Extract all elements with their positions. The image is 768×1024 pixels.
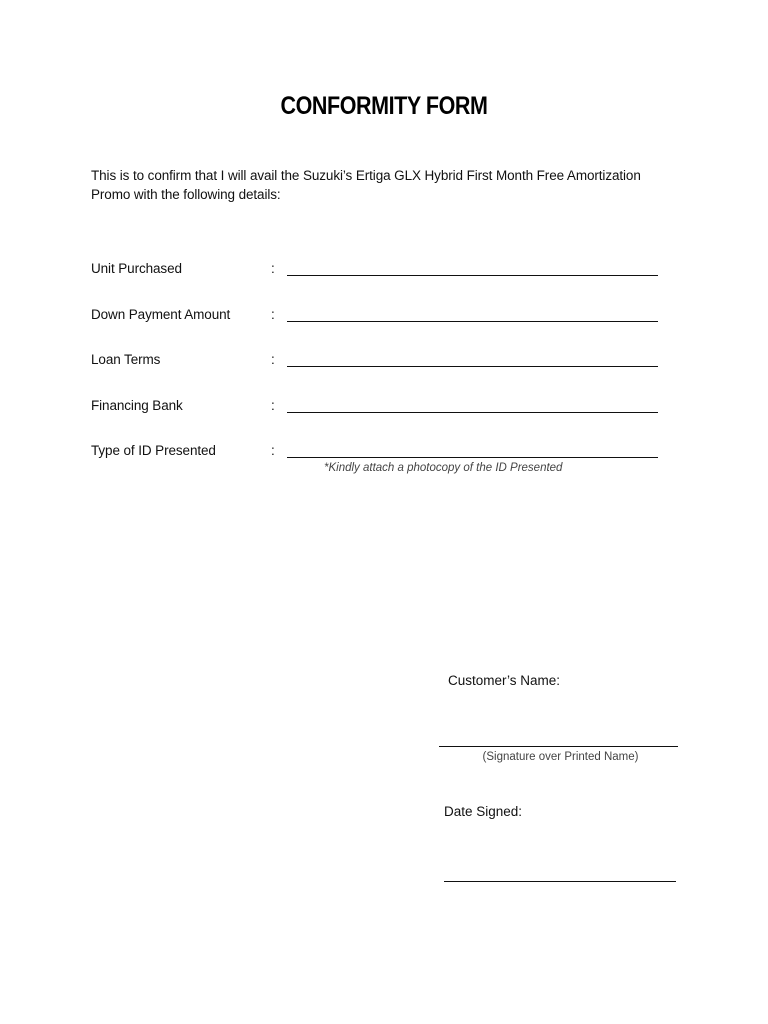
field-row-id-type <box>91 443 671 463</box>
signature-line[interactable] <box>439 746 678 747</box>
down-payment-blank-line[interactable] <box>287 321 658 322</box>
signature-caption: (Signature over Printed Name) <box>482 751 639 763</box>
intro-paragraph: This is to confirm that I will avail the Suzuki’s Ertiga GLX Hybrid First Month Free Amortization Promo with the following details: <box>91 168 641 202</box>
date-signed-line[interactable] <box>444 881 676 882</box>
unit-purchased-blank-line[interactable] <box>287 275 658 276</box>
customer-name-label: Customer’s Name: <box>448 673 561 688</box>
date-signed-label: Date Signed: <box>444 804 523 819</box>
form-title: CONFORMITY FORM <box>280 92 488 120</box>
field-separator: : <box>271 352 275 367</box>
field-row-loan-terms <box>91 352 671 372</box>
field-row-down-payment <box>91 307 671 327</box>
field-separator: : <box>271 261 275 276</box>
id-photocopy-note: *Kindly attach a photocopy of the ID Presented <box>324 462 563 474</box>
field-separator: : <box>271 443 275 458</box>
field-separator: : <box>271 307 275 322</box>
field-label: Type of ID Presented <box>91 443 216 458</box>
loan-terms-blank-line[interactable] <box>287 366 658 367</box>
financing-bank-blank-line[interactable] <box>287 412 658 413</box>
id-type-blank-line[interactable] <box>287 457 658 458</box>
field-separator: : <box>271 398 275 413</box>
field-row-unit-purchased <box>91 261 671 281</box>
field-label: Down Payment Amount <box>91 307 231 322</box>
field-row-financing-bank <box>91 398 671 418</box>
field-label: Unit Purchased <box>91 261 182 276</box>
field-label: Loan Terms <box>91 352 161 367</box>
field-label: Financing Bank <box>91 398 183 413</box>
